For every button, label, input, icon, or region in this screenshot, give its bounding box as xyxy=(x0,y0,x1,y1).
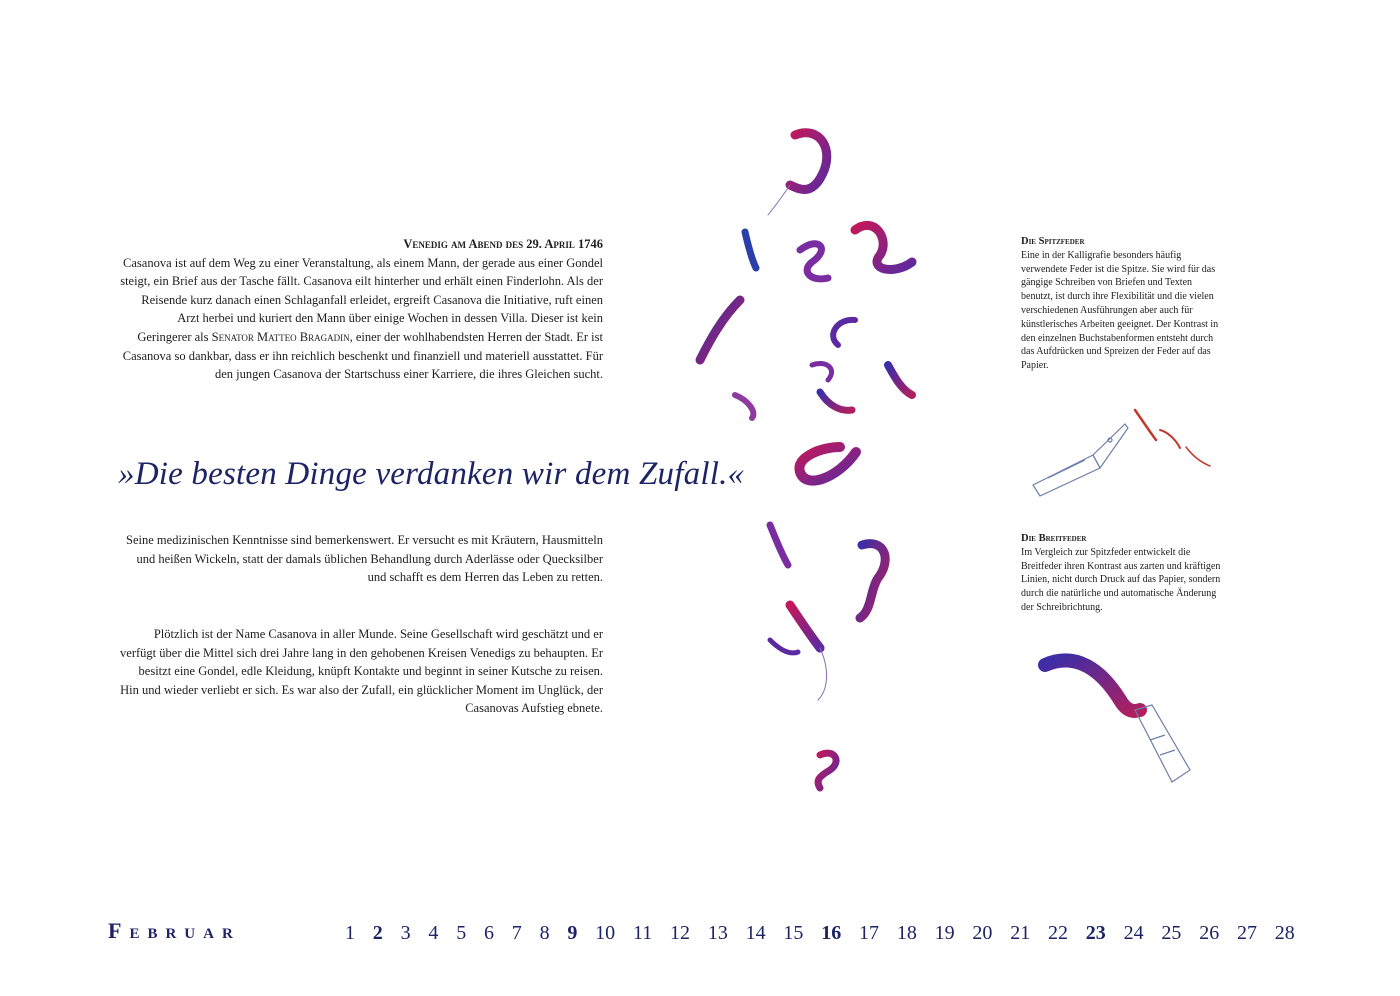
calendar-day: 5 xyxy=(456,922,467,944)
spitzfeder-heading: Die Spitzfeder xyxy=(1021,236,1085,247)
calendar-day: 28 xyxy=(1274,922,1295,944)
story-heading: Venedig am Abend des 29. April 1746 xyxy=(403,237,603,251)
story-para1-a: Casanova ist auf dem Weg zu einer Veranstaltung, als einem Mann, der gerade aus einer Gondel steigt, ein Brief aus der Tasche fällt. Casanova eilt hinterher und erhält einen Finderlohn. Als der Reisende kurz danach einen Schlaganfall erleidet, ergreift Casanova die Initiative, ruft einen Arzt herbei und kuriert den Mann über einige Wochen in dessen Villa. Dieser ist kein Geringerer als xyxy=(120,255,603,344)
story-paragraph-2: Seine medizinischen Kenntnisse sind bemerkenswert. Er versucht es mit Kräutern, Hausmitteln und heißen Wickeln, statt der damals üblichen Behandlung durch Aderlässe oder Quecksilber und schafft es dem Herren das Leben zu retten. xyxy=(126,533,603,585)
calendar-day: 24 xyxy=(1123,922,1144,944)
calendar-day: 9 xyxy=(567,922,578,944)
calendar-day: 22 xyxy=(1048,922,1068,944)
breitfeder-heading: Die Breitfeder xyxy=(1021,533,1087,544)
calendar-day: 19 xyxy=(934,922,955,944)
calendar-day: 4 xyxy=(428,922,439,944)
calendar-day: 16 xyxy=(821,922,842,944)
calendar-day: 7 xyxy=(511,922,522,944)
calendar-day: 23 xyxy=(1085,922,1106,944)
calendar-day: 14 xyxy=(745,922,766,944)
calendar-day: 8 xyxy=(539,922,550,944)
calendar-day: 2 xyxy=(372,922,383,944)
calendar-day: 13 xyxy=(707,922,728,944)
story-paragraph-3: Plötzlich ist der Name Casanova in aller Munde. Seine Gesellschaft wird geschätzt und er verfügt über die Mittel sich drei Jahre lang in den gehobenen Kreisen Venedigs zu behaupten. Er besitzt eine Gondel, edle Kleidung, knüpft Kontakte und beginnt in seiner Kutsche zu reisen. Hin und wieder verliebt er sich. Es war also der Zufall, ein glücklicher Moment im Unglück, der Casanovas Aufstieg ebnete. xyxy=(120,627,603,716)
spitzfeder-text: Eine in der Kalligrafie besonders häufig verwendete Feder ist die Spitze. Sie wird für das gängige Schreiben von Briefen und Texten benutzt, ist durch ihre Flexibilität und die vielen verschiedenen Ausführungen aber auch für künstlerisches Arbeiten geeignet. Der Kontrast in den einzelnen Buchstabenformen entsteht durch das Aufdrücken und Spreizen der Feder auf das Papier. xyxy=(1021,249,1219,372)
pull-quote: »Die besten Dinge verdanken wir dem Zufall.« xyxy=(118,456,745,492)
calendar-days xyxy=(345,922,1295,945)
calendar-day: 21 xyxy=(1010,922,1031,944)
calendar-day: 26 xyxy=(1199,922,1220,944)
pointed-pen-icon xyxy=(1033,424,1128,496)
senator-name: Senator Matteo Bragadin xyxy=(211,329,350,344)
calendar-day: 27 xyxy=(1236,922,1257,944)
calendar-day: 18 xyxy=(896,922,917,944)
calendar-day: 1 xyxy=(345,922,355,944)
calendar-day: 10 xyxy=(595,922,616,944)
month-label: Februar xyxy=(108,918,241,943)
calendar-day: 25 xyxy=(1161,922,1182,944)
calendar-day: 12 xyxy=(670,922,691,944)
broad-pen-icon xyxy=(1135,705,1190,782)
breitfeder-text: Im Vergleich zur Spitzfeder entwickelt die Breitfeder ihren Kontrast aus zarten und kräftigen Linien, nicht durch Druck auf das Papier, sondern durch die natürliche und automatische Änderung der Schreibrichtung. xyxy=(1021,546,1221,613)
calendar-day: 11 xyxy=(632,922,653,944)
calendar-day: 3 xyxy=(400,922,411,944)
calendar-day: 20 xyxy=(972,922,993,944)
story-para1-b: , einer der wohlhabendsten Herren der Stadt. Er ist Casanova so dankbar, dass er ihn reichlich beschenkt und finanziell und materiell ausstattet. Für den jungen Casanova der Startschuss einer Karriere, die ihres Gleichen sucht. xyxy=(122,329,603,382)
calendar-day: 17 xyxy=(859,922,880,944)
calendar-day: 6 xyxy=(483,922,494,944)
calendar-day: 15 xyxy=(783,922,804,944)
